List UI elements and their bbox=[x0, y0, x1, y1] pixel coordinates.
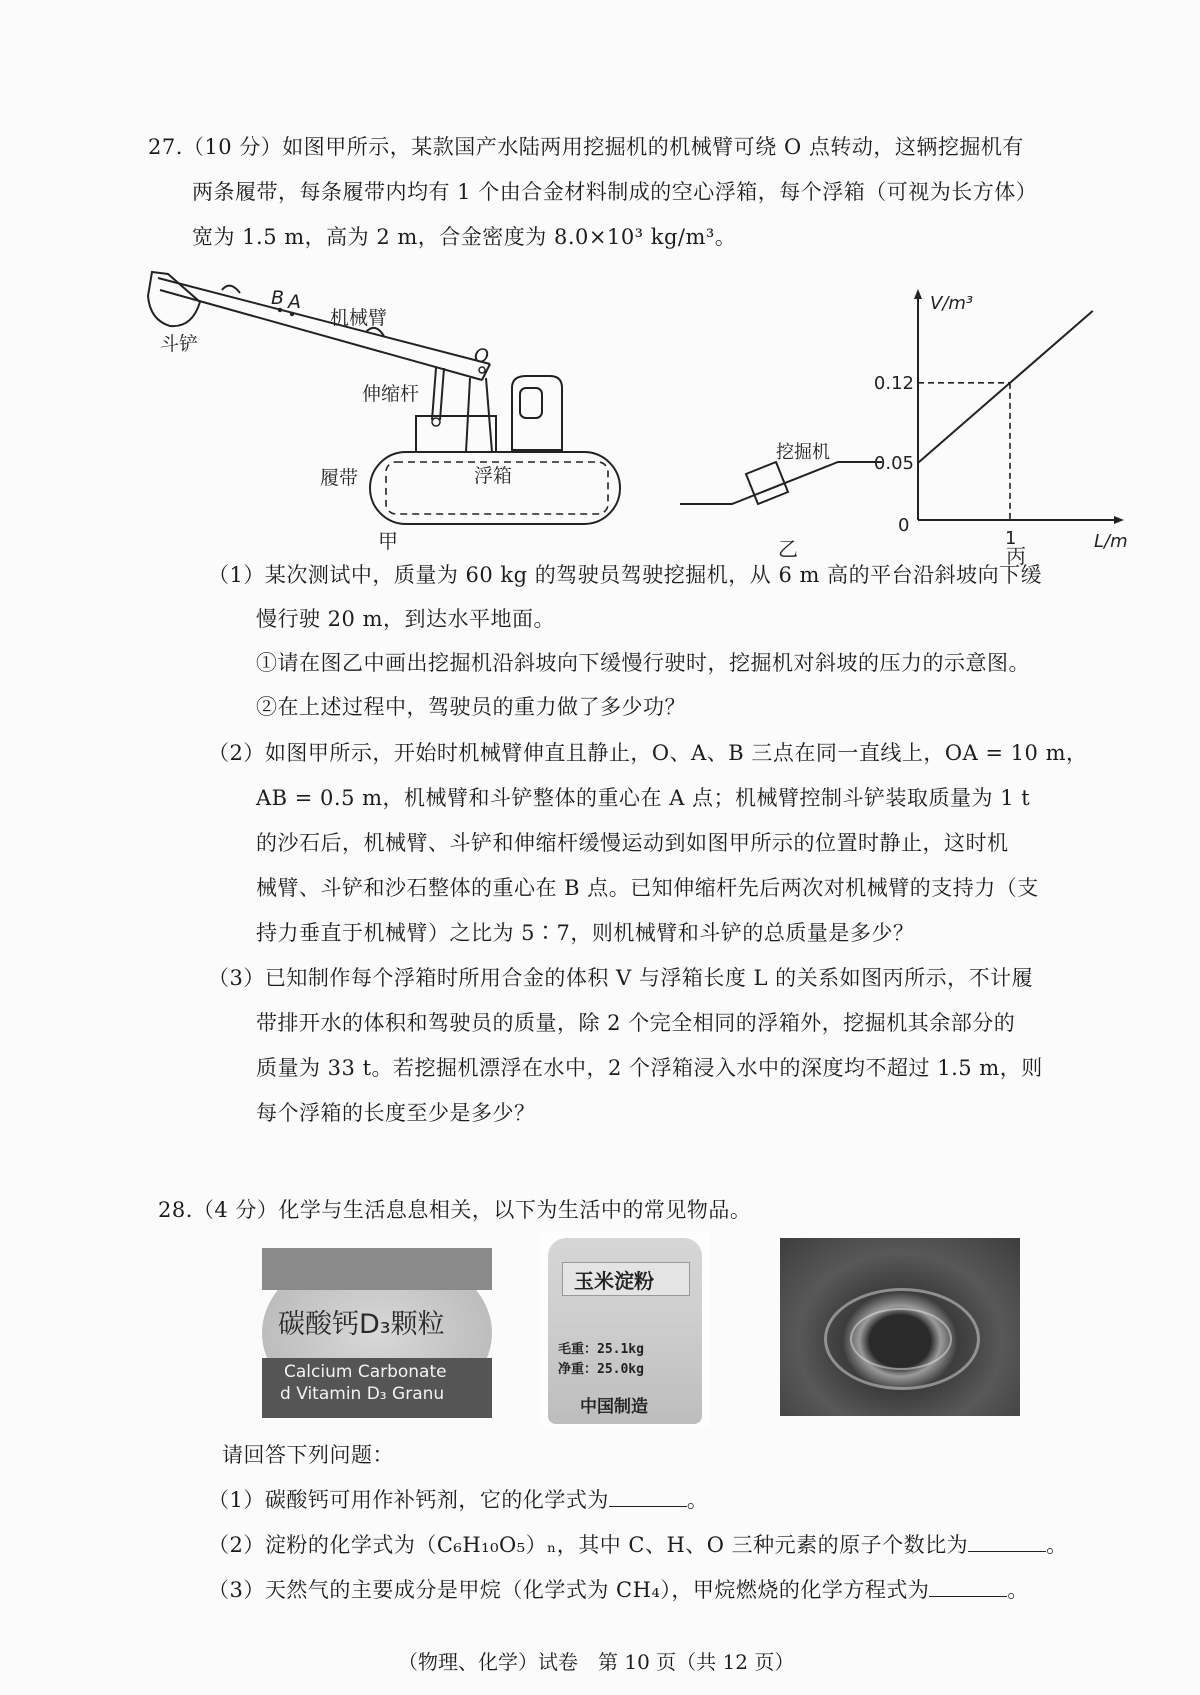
label-machine: 挖掘机 bbox=[776, 442, 830, 463]
y-axis-label: V/m³ bbox=[930, 293, 974, 314]
q27-p3-line-4: 每个浮箱的长度至少是多少？ bbox=[256, 1101, 536, 1125]
label-bucket: 斗铲 bbox=[160, 333, 199, 355]
q28-answer-3 bbox=[208, 1575, 1029, 1605]
q28-answer-3-blank[interactable] bbox=[929, 1576, 1007, 1597]
label-B: B bbox=[271, 287, 285, 309]
q28-heading: 28.（4 分）化学与生活息息相关，以下为生活中的常见物品。 bbox=[158, 1198, 752, 1222]
figure-jia-excavator bbox=[130, 260, 650, 560]
q28-prompt: 请回答下列问题： bbox=[222, 1443, 394, 1467]
q27-p1-line-4: ②在上述过程中，驾驶员的重力做了多少功？ bbox=[256, 695, 686, 719]
q27-p1-line-2: 慢行驶 20 m，到达水平地面。 bbox=[256, 607, 555, 631]
y-tick-label: 0.12 bbox=[873, 372, 914, 394]
label-rod: 伸缩杆 bbox=[362, 383, 420, 405]
label-float: 浮箱 bbox=[474, 465, 513, 487]
q27-p3-line-3: 质量为 33 t。若挖掘机漂浮在水中，2 个浮箱浸入水中的深度均不超过 1.5 m，则 bbox=[256, 1056, 1043, 1080]
x-axis-label: L/m bbox=[1094, 531, 1128, 552]
page-footer: （物理、化学）试卷 第 10 页（共 12 页） bbox=[398, 1650, 795, 1674]
y-tick-label: 0.05 bbox=[873, 452, 914, 474]
photo2-made: 中国制造 bbox=[580, 1397, 648, 1417]
q28-answer-3-end: 。 bbox=[1007, 1578, 1029, 1602]
label-arm: 机械臂 bbox=[330, 307, 388, 329]
q27-p2-line-3: 的沙石后，机械臂、斗铲和伸缩杆缓慢运动到如图甲所示的位置时静止，这时机 bbox=[256, 831, 1009, 855]
q27-heading: 27.（10 分）如图甲所示，某款国产水陆两用挖掘机的机械臂可绕 O 点转动，这辆挖掘机有 bbox=[148, 135, 1024, 159]
label-track: 履带 bbox=[320, 467, 359, 489]
caption-yi: 乙 bbox=[778, 537, 798, 561]
q27-p2-line-2: AB = 0.5 m，机械臂和斗铲整体的重心在 A 点；机械臂控制斗铲装取质量为 1 t bbox=[256, 786, 1031, 810]
photo1-en-2: d Vitamin D₃ Granu bbox=[280, 1384, 445, 1404]
q27-p3-line-2: 带排开水的体积和驾驶员的质量，除 2 个完全相同的浮箱外，挖掘机其余部分的 bbox=[256, 1011, 1016, 1035]
photo-gas-burner bbox=[780, 1238, 1020, 1416]
label-O: O bbox=[474, 345, 489, 367]
photo2-title: 玉米淀粉 bbox=[574, 1269, 654, 1293]
q28-answer-2-blank[interactable] bbox=[968, 1531, 1046, 1552]
q27-line-3: 宽为 1.5 m，高为 2 m，合金密度为 8.0×10³ kg/m³。 bbox=[192, 225, 737, 249]
q28-answer-2-text: （2）淀粉的化学式为（C₆H₁₀O₅）ₙ，其中 C、H、O 三种元素的原子个数比为 bbox=[208, 1533, 969, 1557]
photo-calcium-carbonate bbox=[262, 1248, 492, 1418]
q28-answer-1-blank[interactable] bbox=[609, 1486, 687, 1507]
figure-yi-slope bbox=[670, 440, 900, 560]
x-tick-label: 1 bbox=[1005, 528, 1017, 549]
photo2-gross: 毛重：25.1kg bbox=[558, 1342, 644, 1357]
q27-p2-line-4: 械臂、斗铲和沙石整体的重心在 B 点。已知伸缩杆先后两次对机械臂的支持力（支 bbox=[256, 876, 1039, 900]
origin-label: 0 bbox=[898, 515, 910, 536]
figure-bing-chart bbox=[873, 285, 1140, 568]
q28-answer-1-end: 。 bbox=[686, 1488, 709, 1512]
q27-p2-line-1: （2）如图甲所示，开始时机械臂伸直且静止，O、A、B 三点在同一直线上，OA = 10 m， bbox=[208, 741, 1088, 765]
q27-p1-line-1: （1）某次测试中，质量为 60 kg 的驾驶员驾驶挖掘机，从 6 m 高的平台沿斜坡向下缓 bbox=[208, 563, 1043, 587]
q27-p1-line-3: ①请在图乙中画出挖掘机沿斜坡向下缓慢行驶时，挖掘机对斜坡的压力的示意图。 bbox=[256, 651, 1030, 675]
series-line bbox=[918, 311, 1093, 463]
photo1-en-1: Calcium Carbonate bbox=[284, 1362, 447, 1382]
q28-answer-2-end: 。 bbox=[1046, 1533, 1068, 1557]
photo1-title: 碳酸钙D₃颗粒 bbox=[278, 1309, 445, 1340]
q28-answer-1 bbox=[208, 1485, 708, 1515]
caption-jia: 甲 bbox=[378, 529, 398, 553]
q27-line-2: 两条履带，每条履带内均有 1 个由合金材料制成的空心浮箱，每个浮箱（可视为长方体） bbox=[192, 180, 1038, 204]
pivot-O bbox=[479, 367, 485, 373]
caption-bing: 丙 bbox=[1006, 544, 1026, 568]
q28-answer-2 bbox=[208, 1530, 1068, 1560]
q28-answer-1-text: （1）碳酸钙可用作补钙剂，它的化学式为 bbox=[208, 1488, 609, 1512]
q27-p2-line-5: 持力垂直于机械臂）之比为 5∶7，则机械臂和斗铲的总质量是多少？ bbox=[256, 921, 915, 945]
q27-p3-line-1: （3）已知制作每个浮箱时所用合金的体积 V 与浮箱长度 L 的关系如图丙所示，不计履 bbox=[208, 966, 1034, 990]
photo-corn-starch bbox=[540, 1232, 710, 1428]
label-A: A bbox=[288, 291, 301, 313]
photo2-net: 净重：25.0kg bbox=[558, 1362, 644, 1377]
q28-answer-3-text: （3）天然气的主要成分是甲烷（化学式为 CH₄），甲烷燃烧的化学方程式为 bbox=[208, 1578, 930, 1602]
